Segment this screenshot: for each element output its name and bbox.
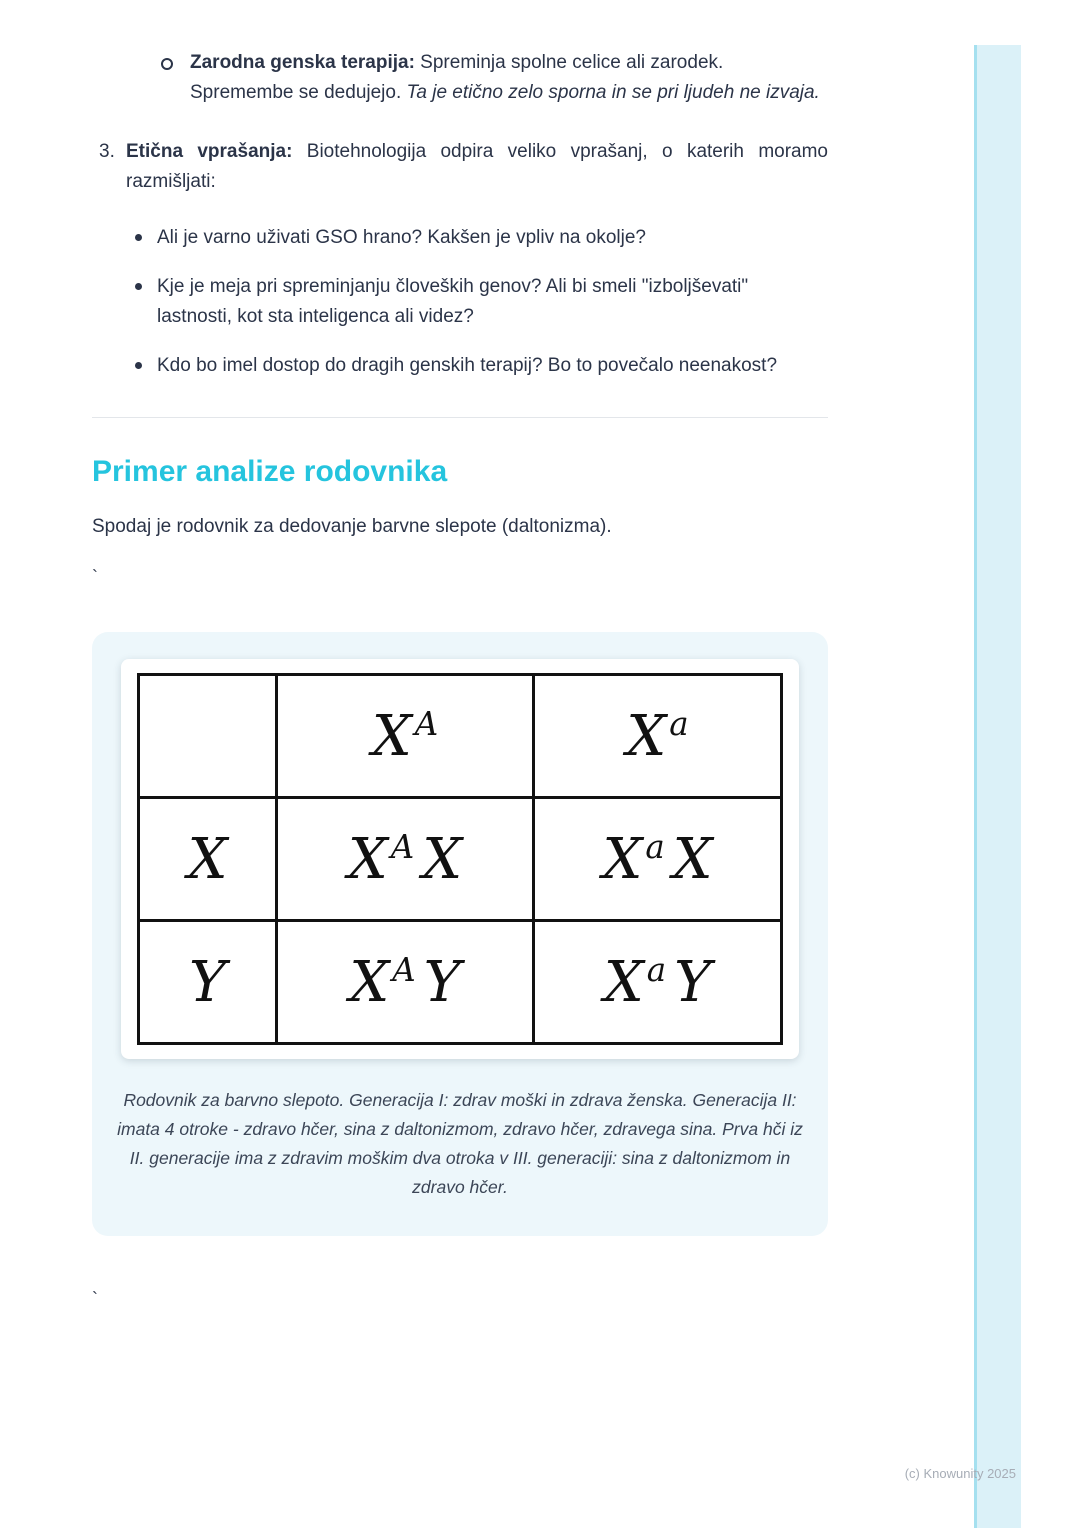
cell-xaY: $X^a$ Y	[533, 921, 781, 1044]
sub-bullet-bold: Zarodna genska terapija:	[190, 52, 415, 73]
table-row	[139, 798, 782, 921]
ethics-bullet-list	[92, 223, 828, 381]
corner-cell	[139, 675, 277, 798]
numbered-item-bold: Etična vprašanja:	[126, 141, 293, 162]
list-item	[92, 223, 828, 253]
row-header-Y: Y	[139, 921, 277, 1044]
copyright-notice: (c) Knowunity 2025	[904, 1466, 1016, 1481]
sub-bullet-germline-therapy	[92, 48, 828, 108]
list-item-text: Kje je meja pri spreminjanju človeških genov? Ali bi smeli "izboljševati" lastnosti, kot sta inteligenca ali videz?	[157, 276, 749, 327]
right-stripe	[977, 45, 1021, 1528]
figure-caption: Rodovnik za barvno slepoto. Generacija I: zdrav moški in zdrava ženska. Generacija II: imata 4 otroke - zdravo hčer, sina z daltonizmom, zdravo hčer, zdravega sina. Prva hči iz II. generacije ima z zdravim moškim dva otroka v III. generaciji: sina z daltonizmom in zdravo hčer.	[117, 1090, 803, 1197]
cell-xAX: $X^A$ X	[277, 798, 534, 921]
hollow-bullet-icon	[161, 58, 173, 70]
numbered-item-ethics	[92, 137, 828, 197]
table-row	[139, 675, 782, 798]
bullet-dot-icon	[135, 362, 142, 369]
cell-xAY: $X^A$ Y	[277, 921, 534, 1044]
document-content	[92, 48, 828, 1312]
list-item	[92, 351, 828, 381]
col-header-xA: $X^A$	[277, 675, 534, 798]
punnett-square-image	[121, 659, 799, 1059]
list-item-text: Ali je varno uživati GSO hrano? Kakšen je vpliv na okolje?	[157, 227, 646, 248]
cell-xaX: $X^a$ X	[533, 798, 781, 921]
col-header-xa: $X^a$	[533, 675, 781, 798]
sub-bullet-text: Spreminja spolne celice ali zarodek. Spremembe se dedujejo.	[190, 52, 724, 103]
stray-backtick: `	[92, 1289, 98, 1309]
pedigree-card	[92, 632, 828, 1236]
section-title: Primer analize rodovnika	[92, 455, 448, 488]
list-item	[92, 272, 828, 332]
stray-backtick: `	[92, 567, 98, 587]
bullet-dot-icon	[135, 283, 142, 290]
section-divider	[92, 417, 828, 418]
bullet-dot-icon	[135, 234, 142, 241]
numbered-item-text: Biotehnologija odpira veliko vprašanj, o katerih moramo razmišljati:	[126, 141, 829, 192]
sub-bullet-italic: Ta je etično zelo sporna in se pri ljudeh ne izvaja.	[406, 82, 820, 103]
section-intro: Spodaj je rodovnik za dedovanje barvne slepote (daltonizma).	[92, 516, 612, 537]
row-header-X: X	[139, 798, 277, 921]
punnett-square-table	[137, 673, 783, 1045]
list-item-text: Kdo bo imel dostop do dragih genskih terapij? Bo to povečalo neenakost?	[157, 355, 778, 376]
item-number: 3.	[99, 141, 115, 162]
table-row	[139, 921, 782, 1044]
